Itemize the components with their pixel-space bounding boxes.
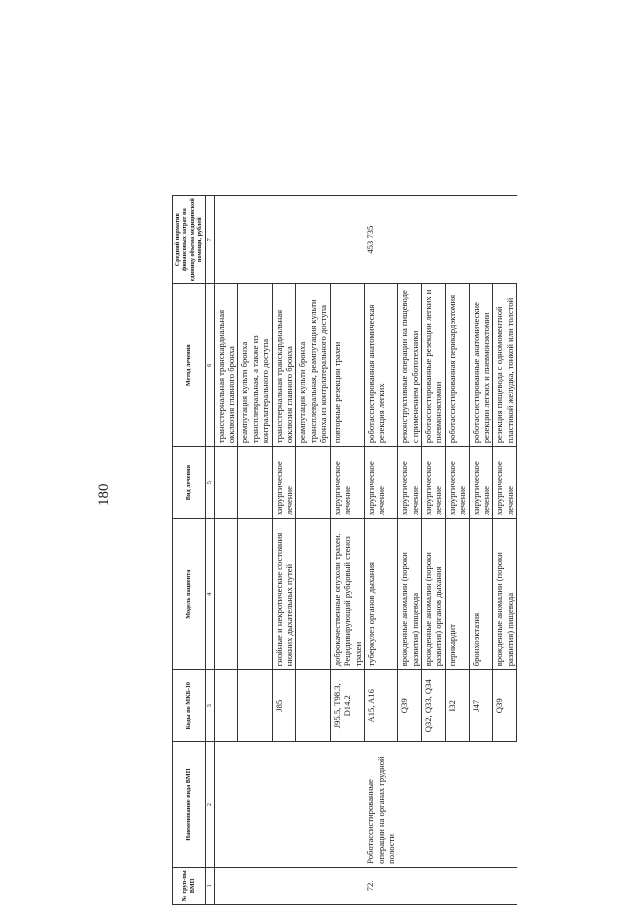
header-model: Модель пациента	[173, 519, 206, 670]
table-row	[445, 196, 469, 905]
cell-name	[330, 742, 364, 868]
page-number: 180	[96, 483, 112, 506]
cell-name	[272, 742, 296, 868]
col-num: 6	[205, 284, 214, 447]
cell-model: врожденные аномалии (пороки развития) пищевода	[398, 519, 422, 670]
cell-codes: Q32, Q33, Q34	[421, 670, 445, 742]
cell-treatment: хирургическое лечение	[398, 447, 422, 519]
cell-cost	[398, 196, 422, 284]
cell-method: роботассистированная анатомическая резекция легких	[364, 284, 397, 447]
cell-model	[296, 519, 330, 670]
col-num: 1	[205, 867, 214, 904]
cell-cost	[330, 196, 364, 284]
table-body	[214, 196, 517, 905]
cell-treatment	[238, 447, 272, 519]
cell-group	[214, 867, 238, 904]
cell-method: трансстернальная транскардиальная окклюзия главного бронха	[214, 284, 238, 447]
cell-model: перикардит	[445, 519, 469, 670]
cell-name: Роботассистированные операции на органах грудной полости	[364, 742, 397, 868]
cell-treatment: хирургическое лечение	[445, 447, 469, 519]
cell-codes: I32	[445, 670, 469, 742]
cell-group: 72.	[364, 867, 397, 904]
cell-codes	[214, 670, 238, 742]
cell-codes: J95.5, T98.3, D14.2	[330, 670, 364, 742]
cell-method: роботассистированные резекции легких и пневмонэктомии	[421, 284, 445, 447]
cell-treatment: хирургическое лечение	[330, 447, 364, 519]
header-method: Метод лечения	[173, 284, 206, 447]
cell-group	[296, 867, 330, 904]
cell-name	[214, 742, 238, 868]
cell-treatment	[296, 447, 330, 519]
cell-method: реконструктивные операции на пищеводе с применением робототехники	[398, 284, 422, 447]
cell-method: роботассистированные анатомические резекции легких и пневмонэктомии	[469, 284, 493, 447]
cell-name	[493, 742, 517, 868]
cell-cost	[272, 196, 296, 284]
cell-codes: J85	[272, 670, 296, 742]
table-row	[272, 196, 296, 905]
header-group: № груп-пы ВМП	[173, 867, 206, 904]
table-row	[469, 196, 493, 905]
cell-group	[398, 867, 422, 904]
cell-name	[296, 742, 330, 868]
cell-model: бронхоэктазия	[469, 519, 493, 670]
cell-cost	[214, 196, 238, 284]
col-num: 4	[205, 519, 214, 670]
cell-cost	[469, 196, 493, 284]
column-number-row	[205, 196, 214, 905]
cell-model: врожденные аномалии (пороки развития) органов дыхания	[421, 519, 445, 670]
cell-method: трансстернальная транскардиальная окклюзия главного бронха	[272, 284, 296, 447]
cell-treatment: хирургическое лечение	[364, 447, 397, 519]
table-row	[398, 196, 422, 905]
col-num: 7	[205, 196, 214, 284]
cell-cost	[238, 196, 272, 284]
cell-group	[493, 867, 517, 904]
table-row	[214, 196, 238, 905]
cell-method: реампутация культи бронха трансплевральная, а также из контралатерального доступа	[238, 284, 272, 447]
cell-name	[238, 742, 272, 868]
header-name: Наименование вида ВМП	[173, 742, 206, 868]
document-table-rotated	[172, 195, 612, 905]
header-treatment: Вид лечения	[173, 447, 206, 519]
table-row	[421, 196, 445, 905]
cell-model: гнойные и некротические состояния нижних дыхательных путей	[272, 519, 296, 670]
cell-name	[469, 742, 493, 868]
cell-cost	[445, 196, 469, 284]
cell-name	[445, 742, 469, 868]
header-cost: Средний норматив финансовых затрат на единицу объема медицинской помощи, рублей	[173, 196, 206, 284]
table-row	[330, 196, 364, 905]
table-row	[238, 196, 272, 905]
cell-codes	[296, 670, 330, 742]
cell-treatment: хирургическое лечение	[421, 447, 445, 519]
cell-group	[330, 867, 364, 904]
cell-model	[214, 519, 238, 670]
cell-codes: A15, A16	[364, 670, 397, 742]
cell-group	[272, 867, 296, 904]
cell-codes: Q39	[398, 670, 422, 742]
cell-model: туберкулез органов дыхания	[364, 519, 397, 670]
vmp-table	[172, 195, 517, 905]
col-num: 5	[205, 447, 214, 519]
table-row	[296, 196, 330, 905]
col-num: 2	[205, 742, 214, 868]
cell-model	[238, 519, 272, 670]
cell-cost: 453 735	[364, 196, 397, 284]
cell-treatment	[214, 447, 238, 519]
cell-treatment: хирургическое лечение	[469, 447, 493, 519]
cell-codes: Q39	[493, 670, 517, 742]
cell-method: повторные резекции трахеи	[330, 284, 364, 447]
cell-cost	[493, 196, 517, 284]
cell-treatment: хирургическое лечение	[272, 447, 296, 519]
table-row	[493, 196, 517, 905]
cell-group	[238, 867, 272, 904]
header-codes: Коды по МКБ-10	[173, 670, 206, 742]
cell-method: роботассистированная перикардэктомия	[445, 284, 469, 447]
cell-treatment: хирургическое лечение	[493, 447, 517, 519]
cell-group	[445, 867, 469, 904]
cell-codes: J47	[469, 670, 493, 742]
header-row	[173, 196, 206, 905]
cell-model: доброкачественные опухоли трахеи. Рецидивирующий рубцовый стеноз трахеи	[330, 519, 364, 670]
cell-method: реампутация культи бронха трансплевральная, реампутация культи бронха из контрлатерального доступа	[296, 284, 330, 447]
cell-method: резекция пищевода с одномоментной пластикой желудка, тонкой или толстой	[493, 284, 517, 447]
cell-codes	[238, 670, 272, 742]
cell-model: врожденные аномалии (пороки развития) пищевода	[493, 519, 517, 670]
cell-group	[421, 867, 445, 904]
table-row	[364, 196, 397, 905]
col-num: 3	[205, 670, 214, 742]
cell-name	[421, 742, 445, 868]
cell-cost	[296, 196, 330, 284]
cell-cost	[421, 196, 445, 284]
cell-group	[469, 867, 493, 904]
cell-name	[398, 742, 422, 868]
